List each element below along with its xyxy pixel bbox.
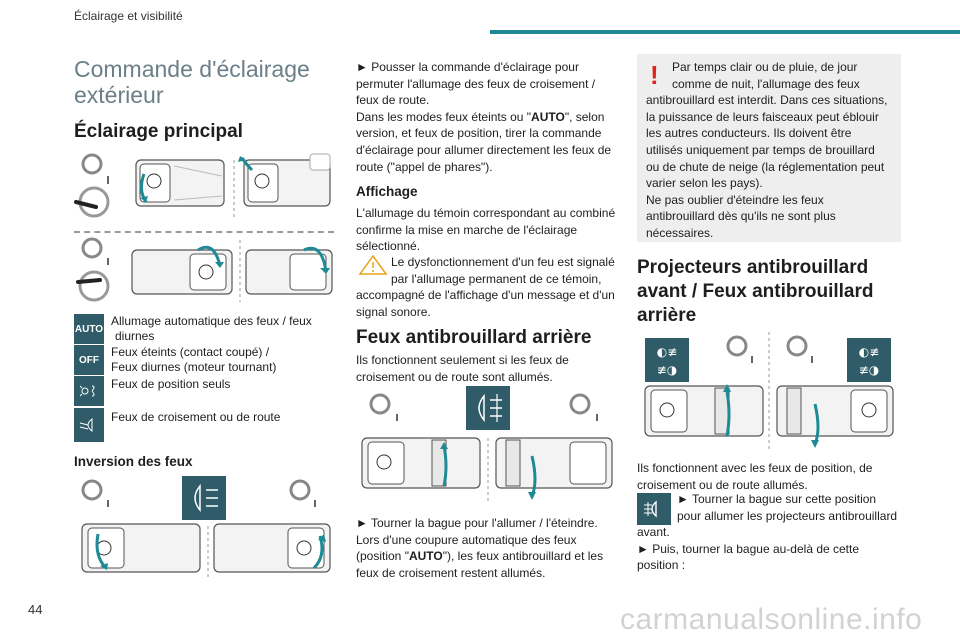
light-stalk-right [777, 386, 893, 448]
page-number: 44 [28, 602, 43, 617]
paragraph-malfunction: Le dysfonctionnement d'un feu est signalé par l'allumage permanent de ce témoin, accompagné de l'affichage d'un message et d'un signal sonore. [356, 255, 615, 319]
rear-fog-indicator-icon [466, 386, 510, 430]
svg-text:◐≢: ◐≢ [656, 345, 678, 359]
paragraph-beam-toggle: ► Pousser la commande d'éclairage pour permuter l'allumage des feux de croisement / feux de route. Dans les modes feux éteints ou "AUTO", selon version, et feux de position, tirer la commande d'éclairage pour allumer directement les feux de route ("appel de phares"). [356, 60, 612, 174]
paragraph-rear-fog-intro: Ils fonctionnent seulement si les feux de croisement ou de route sont allumés. [356, 353, 569, 384]
steering-wheel-icon [371, 395, 389, 413]
svg-text:≢◑: ≢◑ [656, 363, 678, 377]
steering-wheel-icon [83, 239, 101, 257]
light-stalk-left [136, 160, 224, 206]
stalk-figure-row2 [74, 236, 336, 306]
auto-mode-icon: AUTO [74, 314, 104, 344]
paragraph-rear-fog-steps: ► Tourner la bague pour l'allumer / l'éteindre. Lors d'une coupure automatique des feux (position "AUTO"), les feux antibrouillard et les feux de croisement restent allumés. [356, 516, 604, 580]
light-stalk-left [82, 524, 200, 572]
light-stalk-right [496, 438, 612, 500]
light-stalk-left [645, 384, 763, 436]
svg-text:◐≢: ◐≢ [858, 345, 880, 359]
auto-keyword: AUTO [531, 109, 565, 124]
figure-separator [74, 231, 334, 233]
position-lights-icon [74, 376, 104, 406]
svg-text:≢◑: ≢◑ [858, 363, 880, 377]
mode-label-auto: Allumage automatique des feux / feux diurnes [111, 314, 312, 343]
steering-wheel-icon [83, 155, 109, 184]
steering-wheel-icon [728, 337, 746, 355]
stalk-figure-row1 [74, 150, 336, 228]
mode-label-position: Feux de position seuls [111, 377, 231, 391]
running-header: Éclairage et visibilité [74, 9, 183, 23]
rear-fog-figure [356, 386, 618, 508]
steering-wheel-icon [83, 481, 101, 499]
warning-text: Par temps clair ou de pluie, de jour comme de nuit, l'allumage des feux antibrouillard est interdit. Dans ces situations, la puissance de leurs faisceaux peut éblouir les autres conducteurs. Ils doivent être utilisés uniquement par temps de brouillard ou de chute de neige (la réglementation peut varier selon les pays). Ne pas oublier d'éteindre les feux antibrouillard dès qu'ils ne sont plus nécessaires. [646, 60, 888, 240]
low-beam-icon [74, 408, 104, 442]
light-stalk-right [214, 524, 330, 572]
light-stalk-left [132, 247, 232, 294]
paragraph-fog-projectors-steps: ► Tourner la bague sur cette position pour allumer les projecteurs antibrouillard avant. ► Puis, tourner la bague au-delà de cette position : [637, 492, 898, 573]
section-title-rear-fog: Feux antibrouillard arrière [356, 327, 592, 348]
off-mode-icon: OFF [74, 345, 104, 375]
light-stalk-right [238, 154, 330, 206]
mode-label-low-beam: Feux de croisement ou de route [111, 410, 281, 424]
high-beam-indicator-icon [182, 476, 226, 520]
subsection-title-beam-switch: Inversion des feux [74, 454, 193, 469]
watermark: carmanualsonline.info [620, 603, 923, 636]
fog-projectors-figure [637, 332, 899, 454]
header-accent-bar [490, 30, 960, 34]
paragraph-fog-projectors-intro: Ils fonctionnent avec les feux de position, de croisement ou de route allumés. [637, 461, 873, 492]
subsection-title-display: Affichage [356, 184, 418, 199]
warning-exclamation-icon: ! [650, 60, 659, 90]
mode-label-off: Feux éteints (contact coupé) / Feux diurnes (moteur tournant) [111, 345, 277, 374]
paragraph-display: L'allumage du témoin correspondant au combiné confirme la mise en marche de l'éclairage sélectionné. [356, 206, 616, 254]
section-title-fog-projectors: Projecteurs antibrouillard avant / Feux antibrouillard arrière [637, 257, 874, 326]
beam-switch-figure [74, 476, 336, 580]
light-stalk-right [246, 248, 332, 294]
section-title-main-lighting: Éclairage principal [74, 121, 243, 142]
page-title: Commande d'éclairage extérieur [74, 56, 310, 108]
auto-keyword: AUTO [408, 549, 443, 564]
light-stalk-left [362, 438, 480, 488]
